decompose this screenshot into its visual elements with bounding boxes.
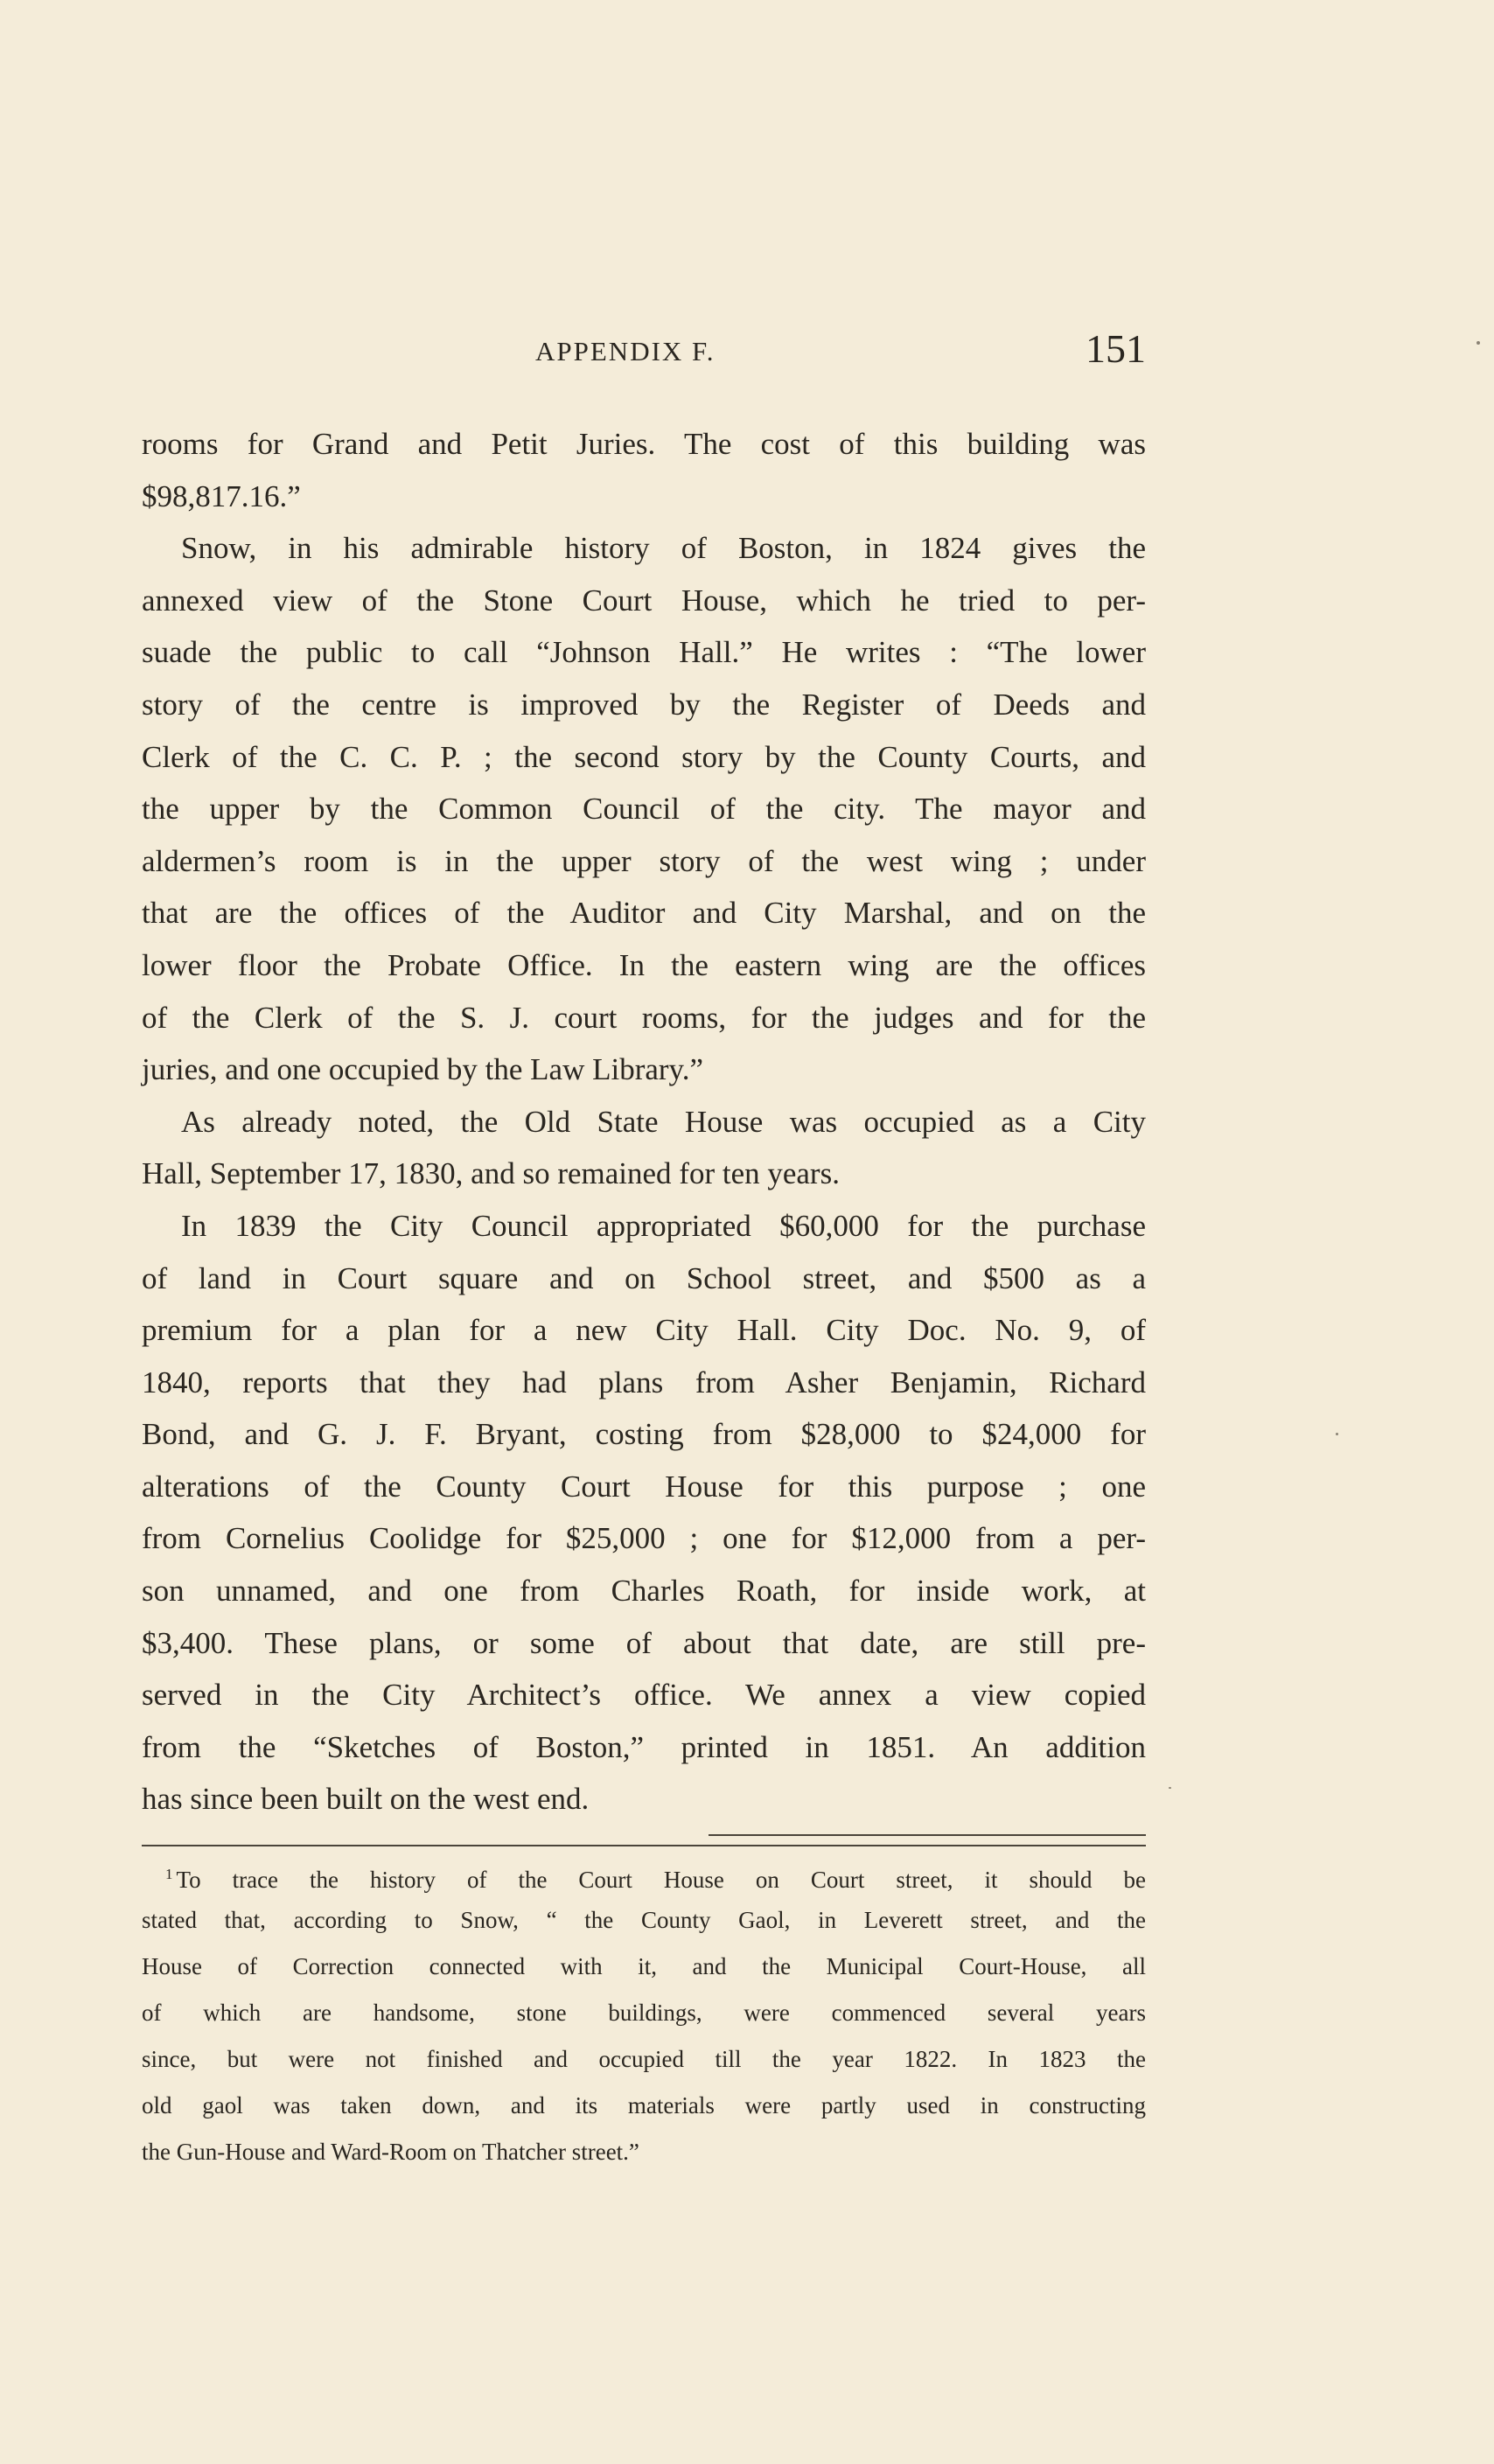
body-line: rooms for Grand and Petit Juries. The cost of this building was <box>142 427 1146 461</box>
footnote-line: stated that, according to Snow, “ the County Gaol, in Leverett street, and the <box>142 1907 1146 1933</box>
footnote-line: of which are handsome, stone buildings, were commenced several years <box>142 2000 1146 2026</box>
footnote <box>142 1851 1146 2175</box>
body-line: lower floor the Probate Office. In the eastern wing are the offices <box>142 947 1146 982</box>
body-line: alterations of the County Court House for this purpose ; one <box>142 1469 1146 1504</box>
paper-speck <box>1336 1433 1338 1435</box>
body-line: juries, and one occupied by the Law Library.” <box>142 1052 704 1087</box>
body-line: Hall, September 17, 1830, and so remained for ten years. <box>142 1156 840 1191</box>
body-line: of the Clerk of the S. J. court rooms, for the judges and for the <box>142 1000 1146 1035</box>
page-header <box>142 325 1146 378</box>
body-line: the upper by the Common Council of the city. The mayor and <box>142 792 1146 827</box>
footnote-marker: 1 <box>165 1866 173 1882</box>
body-line: Snow, in his admirable history of Boston, in 1824 gives the <box>181 531 1146 566</box>
running-head: APPENDIX F. <box>535 336 716 366</box>
body-line: As already noted, the Old State House was occupied as a City <box>181 1104 1146 1139</box>
body-line: suade the public to call “Johnson Hall.” He writes : “The lower <box>142 635 1146 670</box>
body-line: story of the centre is improved by the Register of Deeds and <box>142 687 1146 722</box>
body-line: In 1839 the City Council appropriated $60,000 for the purchase <box>181 1208 1146 1243</box>
body-line: from the “Sketches of Boston,” printed in 1851. An addition <box>142 1729 1146 1764</box>
body-line: from Cornelius Coolidge for $25,000 ; one for $12,000 from a per- <box>142 1521 1146 1556</box>
footnote-line: House of Correction connected with it, and the Municipal Court-House, all <box>142 1953 1146 1979</box>
body-line: served in the City Architect’s office. We annex a view copied <box>142 1678 1146 1713</box>
body-line: Bond, and G. J. F. Bryant, costing from $28,000 to $24,000 for <box>142 1417 1146 1452</box>
footnote-line: old gaol was taken down, and its materials were partly used in constructing <box>142 2092 1146 2118</box>
body-line: premium for a plan for a new City Hall. City Doc. No. 9, of <box>142 1313 1146 1348</box>
footnote-rule-short <box>709 1834 1146 1836</box>
footnote-line: the Gun-House and Ward-Room on Thatcher street.” <box>142 2139 639 2165</box>
body-line: $98,817.16.” <box>142 478 301 513</box>
body-line: has since been built on the west end. <box>142 1782 590 1817</box>
page-number: 151 <box>1086 326 1146 371</box>
body-line: son unnamed, and one from Charles Roath, for inside work, at <box>142 1574 1146 1609</box>
footnote-rule <box>142 1845 1146 1846</box>
body-line: 1840, reports that they had plans from Asher Benjamin, Richard <box>142 1365 1146 1400</box>
body-line: of land in Court square and on School street, and $500 as a <box>142 1260 1146 1295</box>
paper-speck <box>1169 1787 1171 1789</box>
body-line: that are the offices of the Auditor and City Marshal, and on the <box>142 896 1146 931</box>
body-line: annexed view of the Stone Court House, which he tried to per- <box>142 583 1146 618</box>
body-line: Clerk of the C. C. P. ; the second story by the County Courts, and <box>142 739 1146 774</box>
footnote-line: since, but were not finished and occupied till the year 1822. In 1823 the <box>142 2046 1146 2072</box>
body-line: $3,400. These plans, or some of about that date, are still pre- <box>142 1625 1146 1660</box>
body-line: aldermen’s room is in the upper story of the west wing ; under <box>142 843 1146 878</box>
body-text <box>142 418 1146 1825</box>
footnote-line <box>142 1851 1146 1897</box>
paper-speck <box>1477 341 1480 345</box>
footnote-text: To trace the history of the Court House on Court street, it should be <box>176 1867 1146 1893</box>
